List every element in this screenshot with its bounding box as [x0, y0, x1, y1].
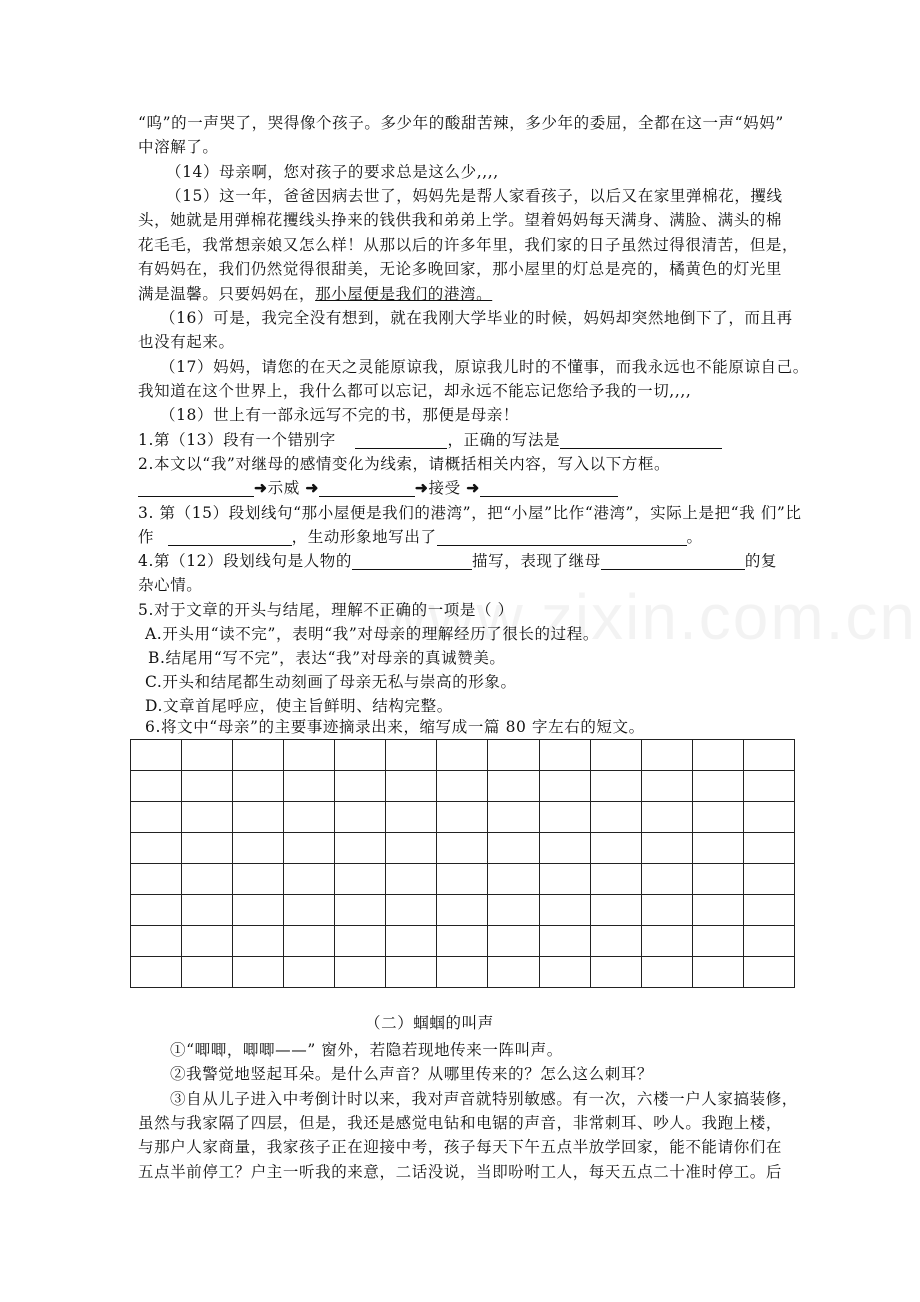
- answer-blank[interactable]: [560, 430, 722, 449]
- grid-cell[interactable]: [182, 895, 233, 926]
- grid-cell[interactable]: [641, 771, 692, 802]
- grid-row: [131, 864, 795, 895]
- question-1: [138, 428, 798, 452]
- grid-row: [131, 957, 795, 988]
- grid-cell[interactable]: [692, 771, 743, 802]
- grid-cell[interactable]: [182, 771, 233, 802]
- passage-2-paragraph: ③自从儿子进入中考倒计时以来，我对声音就特别敏感。有一次，六楼一户人家搞装修，: [170, 1090, 798, 1108]
- question-5: 5.对于文章的开头与结尾，理解不正确的一项是（ ）: [138, 601, 514, 619]
- paragraph-14: （14）母亲啊，您对孩子的要求总是这么少,,,,: [166, 163, 499, 181]
- grid-cell[interactable]: [743, 926, 794, 957]
- grid-cell[interactable]: [182, 802, 233, 833]
- grid-cell[interactable]: [437, 740, 488, 771]
- grid-cell[interactable]: [437, 802, 488, 833]
- grid-row: [131, 895, 795, 926]
- arrow-icon: ➜: [254, 478, 268, 497]
- grid-cell[interactable]: [284, 895, 335, 926]
- grid-cell[interactable]: [743, 802, 794, 833]
- grid-cell[interactable]: [539, 771, 590, 802]
- arrow-icon: ➜: [305, 478, 319, 497]
- grid-cell[interactable]: [590, 802, 641, 833]
- grid-cell[interactable]: [233, 802, 284, 833]
- grid-cell[interactable]: [641, 802, 692, 833]
- option-c[interactable]: C.开头和结尾都生动刻画了母亲无私与崇高的形象。: [145, 673, 517, 691]
- paragraph-15-line: （15）这一年，爸爸因病去世了，妈妈先是帮人家看孩子，以后又在家里弹棉花，攫线: [166, 187, 783, 205]
- grid-cell[interactable]: [539, 802, 590, 833]
- grid-cell[interactable]: [590, 833, 641, 864]
- passage-2-paragraph: ①“唧唧，唧唧——” 窗外，若隐若现地传来一阵叫声。: [170, 1041, 563, 1059]
- grid-cell[interactable]: [590, 771, 641, 802]
- grid-cell[interactable]: [692, 864, 743, 895]
- passage-2-paragraph: ②我警觉地竖起耳朵。是什么声音？从哪里传来的？怎么这么刺耳？: [170, 1065, 654, 1083]
- answer-blank[interactable]: [437, 527, 687, 546]
- grid-cell[interactable]: [335, 771, 386, 802]
- question-4-text: 的复: [744, 552, 778, 570]
- paragraph-15-text: 满是温馨。只要妈妈在，: [138, 285, 316, 303]
- grid-cell[interactable]: [590, 957, 641, 988]
- grid-cell[interactable]: [284, 833, 335, 864]
- grid-cell[interactable]: [335, 802, 386, 833]
- question-2-chain: [138, 476, 798, 500]
- grid-cell[interactable]: [182, 864, 233, 895]
- paragraph-16-line: （16）可是，我完全没有想到，就在我刚大学毕业的时候，妈妈却突然地倒下了，而且再: [160, 309, 793, 327]
- answer-blank[interactable]: [601, 551, 745, 570]
- paragraph-15-line: [138, 282, 798, 306]
- passage-line: 中溶解了。: [138, 138, 219, 156]
- grid-cell[interactable]: [488, 895, 539, 926]
- grid-cell[interactable]: [131, 864, 182, 895]
- question-2: 2.本文以“我”对继母的感情变化为线索，请概括相关内容，写入以下方框。: [138, 455, 671, 473]
- grid-cell[interactable]: [488, 864, 539, 895]
- grid-cell[interactable]: [182, 926, 233, 957]
- grid-cell[interactable]: [386, 833, 437, 864]
- arrow-icon: ➜: [414, 478, 429, 497]
- grid-cell[interactable]: [335, 833, 386, 864]
- answer-blank[interactable]: [480, 478, 618, 497]
- watermark: [380, 580, 917, 654]
- question-3-text: ，生动形象地写出了: [291, 528, 437, 546]
- grid-cell[interactable]: [131, 957, 182, 988]
- question-3-line: [138, 525, 798, 549]
- grid-row: [131, 926, 795, 957]
- grid-cell[interactable]: [590, 864, 641, 895]
- grid-cell[interactable]: [641, 833, 692, 864]
- chain-step: 接受: [428, 479, 461, 497]
- paragraph-17-line: （17）妈妈，请您的在天之灵能原谅我，原谅我儿时的不懂事，而我永远也不能原谅自己。: [160, 358, 809, 376]
- grid-cell[interactable]: [539, 740, 590, 771]
- grid-cell[interactable]: [488, 957, 539, 988]
- grid-cell[interactable]: [641, 864, 692, 895]
- answer-blank[interactable]: [355, 430, 447, 449]
- grid-cell[interactable]: [233, 833, 284, 864]
- grid-cell[interactable]: [590, 895, 641, 926]
- grid-cell[interactable]: [539, 895, 590, 926]
- option-b[interactable]: B.结尾用“写不完”，表达“我”对母亲的真诚赞美。: [148, 649, 506, 667]
- grid-cell[interactable]: [131, 802, 182, 833]
- grid-cell[interactable]: [692, 926, 743, 957]
- writing-grid[interactable]: [130, 739, 795, 988]
- answer-blank[interactable]: [138, 478, 254, 497]
- passage-2-paragraph: 与那户人家商量，我家孩子正在迎接中考，孩子每天下午五点半放学回家，能不能请你们在: [138, 1138, 783, 1156]
- answer-blank[interactable]: [352, 551, 472, 570]
- grid-cell[interactable]: [743, 895, 794, 926]
- grid-cell[interactable]: [335, 926, 386, 957]
- grid-cell[interactable]: [539, 926, 590, 957]
- passage-2-paragraph: 五点半前停工？户主一听我的来意，二话没说，当即吩咐工人，每天五点二十准时停工。后: [138, 1163, 783, 1181]
- grid-cell[interactable]: [743, 771, 794, 802]
- grid-cell[interactable]: [131, 771, 182, 802]
- paragraph-17-line: 我知道在这个世界上，我什么都可以忘记，却永远不能忘记您给予我的一切,,,,: [138, 382, 692, 400]
- grid-cell[interactable]: [692, 833, 743, 864]
- grid-cell[interactable]: [335, 740, 386, 771]
- grid-cell[interactable]: [335, 957, 386, 988]
- grid-cell[interactable]: [233, 771, 284, 802]
- option-a[interactable]: A.开头用“读不完”，表明“我”对母亲的理解经历了很长的过程。: [145, 625, 599, 643]
- grid-cell[interactable]: [233, 926, 284, 957]
- question-4: [138, 549, 798, 573]
- paragraph-15-line: 花毛毛，我常想亲娘又怎么样！从那以后的许多年里，我们家的日子虽然过得很清苦，但是，: [138, 236, 799, 254]
- grid-cell[interactable]: [488, 926, 539, 957]
- question-4-text: 4.第（12）段划线句是人物的: [138, 552, 353, 570]
- grid-cell[interactable]: [641, 740, 692, 771]
- grid-cell[interactable]: [590, 740, 641, 771]
- grid-cell[interactable]: [131, 833, 182, 864]
- grid-cell[interactable]: [692, 957, 743, 988]
- question-1-text: ，正确的写法是: [447, 431, 561, 449]
- grid-row: [131, 740, 795, 771]
- grid-cell[interactable]: [284, 957, 335, 988]
- question-3: 3. 第（15）段划线句“那小屋便是我们的港湾”，把“小屋”比作“港湾”，实际上是把“我 们”比: [138, 504, 802, 522]
- grid-row: [131, 833, 795, 864]
- grid-cell[interactable]: [488, 833, 539, 864]
- answer-blank[interactable]: [319, 478, 415, 497]
- grid-cell[interactable]: [641, 926, 692, 957]
- grid-cell[interactable]: [743, 833, 794, 864]
- arrow-icon: ➜: [466, 478, 480, 497]
- grid-cell[interactable]: [539, 833, 590, 864]
- grid-cell[interactable]: [743, 957, 794, 988]
- grid-cell[interactable]: [131, 895, 182, 926]
- grid-cell[interactable]: [743, 740, 794, 771]
- grid-cell[interactable]: [182, 833, 233, 864]
- grid-cell[interactable]: [233, 957, 284, 988]
- grid-cell[interactable]: [284, 740, 335, 771]
- grid-cell[interactable]: [131, 740, 182, 771]
- grid-cell[interactable]: [284, 926, 335, 957]
- question-3-text: 作: [138, 528, 155, 546]
- grid-cell[interactable]: [335, 864, 386, 895]
- grid-cell[interactable]: [692, 895, 743, 926]
- grid-row: [131, 802, 795, 833]
- grid-cell[interactable]: [692, 802, 743, 833]
- grid-cell[interactable]: [386, 771, 437, 802]
- grid-cell[interactable]: [437, 895, 488, 926]
- grid-cell[interactable]: [743, 864, 794, 895]
- paragraph-18: （18）世上有一部永远写不完的书，那便是母亲！: [160, 406, 520, 424]
- grid-cell[interactable]: [437, 864, 488, 895]
- grid-cell[interactable]: [335, 895, 386, 926]
- grid-cell[interactable]: [692, 740, 743, 771]
- grid-cell[interactable]: [488, 771, 539, 802]
- grid-cell[interactable]: [641, 957, 692, 988]
- grid-row: [131, 771, 795, 802]
- grid-cell[interactable]: [233, 740, 284, 771]
- grid-cell[interactable]: [437, 771, 488, 802]
- paragraph-16-line: 也没有起来。: [138, 333, 235, 351]
- grid-cell[interactable]: [233, 895, 284, 926]
- underlined-sentence: 那小屋便是我们的港湾。: [315, 285, 493, 303]
- passage-line: “呜”的一声哭了，哭得像个孩子。多少年的酸甜苦辣，多少年的委屈，全都在这一声“妈妈”: [138, 114, 784, 132]
- option-d[interactable]: D.文章首尾呼应，使主旨鲜明、结构完整。: [145, 697, 453, 715]
- grid-cell[interactable]: [386, 957, 437, 988]
- grid-cell[interactable]: [182, 957, 233, 988]
- grid-cell[interactable]: [131, 926, 182, 957]
- grid-cell[interactable]: [284, 771, 335, 802]
- paragraph-15-line: 头，她就是用弹棉花攫线头挣来的钱供我和弟弟上学。望着妈妈每天满身、满脸、满头的棉: [138, 211, 783, 229]
- grid-cell[interactable]: [437, 833, 488, 864]
- passage-2-title: （二）蝈蝈的叫声: [365, 1014, 494, 1032]
- grid-cell[interactable]: [539, 957, 590, 988]
- grid-cell[interactable]: [386, 864, 437, 895]
- grid-cell[interactable]: [437, 926, 488, 957]
- grid-cell[interactable]: [386, 740, 437, 771]
- question-4-text: 描写，表现了继母: [472, 552, 601, 570]
- question-1-text: 1.第（13）段有一个错别字: [138, 431, 336, 449]
- grid-cell[interactable]: [182, 740, 233, 771]
- grid-cell[interactable]: [590, 926, 641, 957]
- grid-cell[interactable]: [284, 864, 335, 895]
- grid-cell[interactable]: [284, 802, 335, 833]
- grid-cell[interactable]: [233, 864, 284, 895]
- question-4-line: 杂心情。: [138, 576, 203, 594]
- question-3-text: 。: [686, 528, 703, 546]
- grid-cell[interactable]: [488, 740, 539, 771]
- paragraph-15-line: 有妈妈在，我们仍然觉得很甜美，无论多晚回家，那小屋里的灯总是亮的，橘黄色的灯光里: [138, 260, 783, 278]
- grid-cell[interactable]: [539, 864, 590, 895]
- grid-cell[interactable]: [437, 957, 488, 988]
- grid-cell[interactable]: [386, 926, 437, 957]
- chain-step: 示威: [267, 479, 300, 497]
- passage-2-paragraph: 虽然与我家隔了四层，但是，我还是感觉电钻和电锯的声音，非常刺耳、吵人。我跑上楼，: [138, 1114, 783, 1132]
- question-6: 6.将文中“母亲”的主要事迹摘录出来，缩写成一篇 80 字左右的短文。: [145, 718, 645, 736]
- grid-cell[interactable]: [386, 802, 437, 833]
- grid-cell[interactable]: [488, 802, 539, 833]
- grid-cell[interactable]: [641, 895, 692, 926]
- answer-blank[interactable]: [168, 527, 292, 546]
- grid-cell[interactable]: [386, 895, 437, 926]
